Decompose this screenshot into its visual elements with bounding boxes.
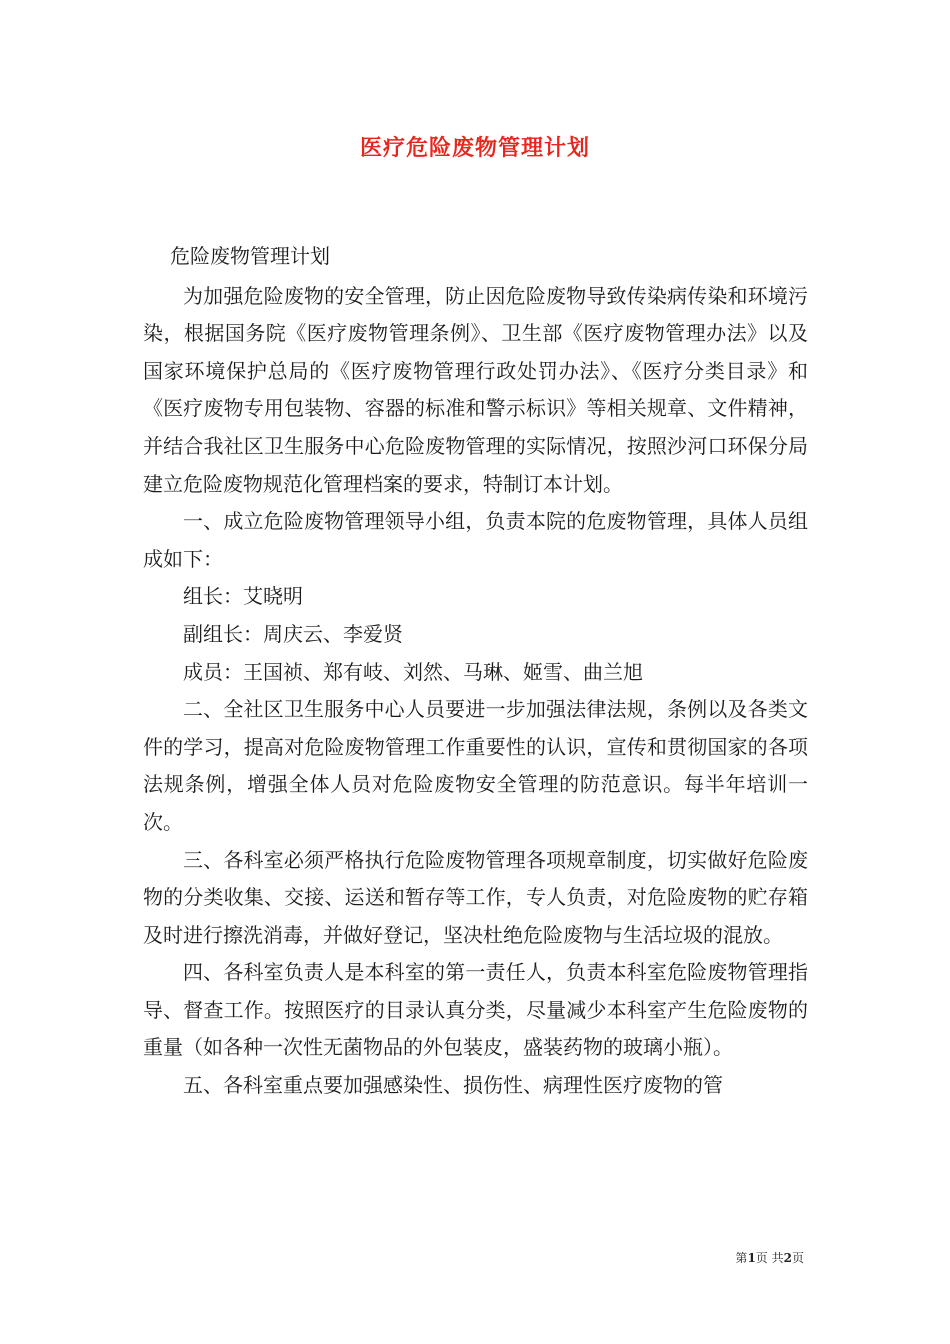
paragraph-members: 成员：王国祯、郑有岐、刘然、马琳、姬雪、曲兰旭 bbox=[183, 659, 643, 684]
section-heading: 危险废物管理计划 bbox=[170, 244, 330, 268]
footer-suffix: 页 bbox=[791, 1251, 804, 1265]
page-number-footer bbox=[735, 1249, 804, 1266]
paragraph-deputy-leader: 副组长：周庆云、李爱贤 bbox=[183, 621, 403, 646]
footer-current-page: 1 bbox=[747, 1251, 756, 1265]
footer-middle: 页 共 bbox=[755, 1251, 784, 1265]
paragraph-intro: 为加强危险废物的安全管理，防止因危险废物导致传染病传染和环境污染，根据国务院《医疗废物管理条例》、卫生部《医疗废物管理办法》以及国家环境保护总局的《医疗废物管理行政处罚办法》、《医疗分类目录》和《医疗废物专用包装物、容器的标准和警示标识》等相关规章、文件精神，并结合我社区卫生服务中心危险废物管理的实际情况，按照沙河口环保分局建立危险废物规范化管理档案的要求，特制订本计划。 bbox=[143, 283, 808, 496]
paragraph-item-3: 三、各科室必须严格执行危险废物管理各项规章制度，切实做好危险废物的分类收集、交接、运送和暂存等工作，专人负责，对危险废物的贮存箱及时进行擦洗消毒，并做好登记，坚决杜绝危险废物与生活垃圾的混放。 bbox=[143, 847, 808, 947]
paragraph-item-1: 一、成立危险废物管理领导小组，负责本院的危废物管理，具体人员组成如下： bbox=[143, 509, 808, 571]
footer-total-pages: 2 bbox=[783, 1251, 792, 1265]
footer-prefix: 第 bbox=[735, 1251, 748, 1265]
paragraph-group-leader: 组长：艾晓明 bbox=[183, 584, 303, 609]
paragraph-item-4: 四、各科室负责人是本科室的第一责任人，负责本科室危险废物管理指导、督查工作。按照医疗的目录认真分类，尽量减少本科室产生危险废物的重量（如各种一次性无菌物品的外包装皮，盛装药物的玻璃小瓶）。 bbox=[143, 960, 808, 1060]
document-body bbox=[143, 238, 808, 1105]
document-title: 医疗危险废物管理计划 bbox=[359, 135, 590, 161]
paragraph-item-5: 五、各科室重点要加强感染性、损伤性、病理性医疗废物的管 bbox=[183, 1073, 723, 1098]
paragraph-item-2: 二、全社区卫生服务中心人员要进一步加强法律法规，条例以及各类文件的学习，提高对危险废物管理工作重要性的认识，宣传和贯彻国家的各项法规条例，增强全体人员对危险废物安全管理的防范意识。每半年培训一次。 bbox=[143, 697, 808, 834]
